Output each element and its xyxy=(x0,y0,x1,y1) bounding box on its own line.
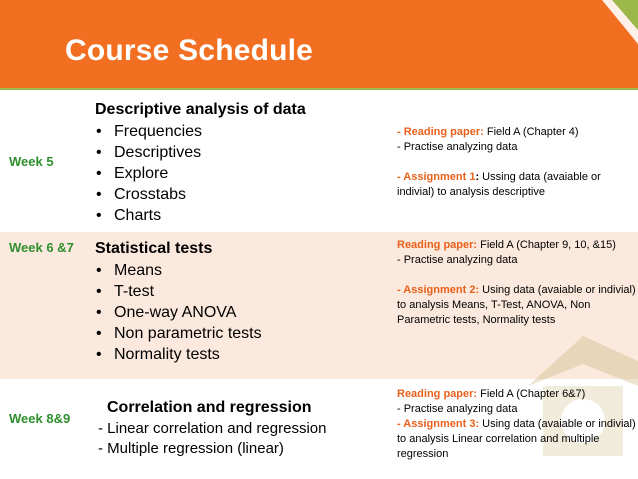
practise-note: - Practise analyzing data xyxy=(397,254,518,266)
week-label: Week 8&9 xyxy=(9,411,71,426)
list-item: • Crosstabs xyxy=(96,184,202,205)
activity-notes xyxy=(397,238,637,328)
practise-note: - Practise analyzing data xyxy=(397,403,518,415)
activity-notes xyxy=(397,125,637,200)
list-item: • Charts xyxy=(96,205,202,226)
topic-title: Statistical tests xyxy=(95,240,213,257)
assignment-note: - Assignment 2: Using data (avaiable or indivial) to analysis Means, T-Test, ANOVA, Non Parametric tests, Normality tests xyxy=(397,284,636,326)
list-item: • Descriptives xyxy=(96,142,202,163)
schedule-row-week-5 xyxy=(0,90,638,230)
reading-note: - Reading paper: Field A (Chapter 4) xyxy=(397,126,579,138)
reading-note: Reading paper: Field A (Chapter 9, 10, &15) xyxy=(397,239,616,251)
list-item: • Normality tests xyxy=(96,344,262,365)
list-item: • Explore xyxy=(96,163,202,184)
week-label: Week 6 &7 xyxy=(9,240,74,255)
list-item: • T-test xyxy=(96,281,262,302)
list-item: • Non parametric tests xyxy=(96,323,262,344)
list-item: • Frequencies xyxy=(96,121,202,142)
reading-note: Reading paper: Field A (Chapter 6&7) xyxy=(397,388,586,400)
schedule-row-week-8-9 xyxy=(0,381,638,479)
list-item: • One-way ANOVA xyxy=(96,302,262,323)
topic-title: Descriptive analysis of data xyxy=(95,101,306,118)
page-title: Course Schedule xyxy=(65,34,314,67)
assignment-note: - Assignment 1: Ussing data (avaiable or indivial) to analysis descriptive xyxy=(397,171,601,198)
list-item: • Means xyxy=(96,260,262,281)
topic-list xyxy=(96,121,202,226)
topic-title: Correlation and regression xyxy=(107,399,312,416)
week-label: Week 5 xyxy=(9,154,54,169)
list-item: - Linear correlation and regression xyxy=(98,420,327,437)
topic-list xyxy=(96,260,262,365)
activity-notes xyxy=(397,387,637,462)
header-banner xyxy=(0,0,638,88)
topic-list xyxy=(98,419,326,459)
practise-note: - Practise analyzing data xyxy=(397,141,518,153)
list-item: - Multiple regression (linear) xyxy=(98,440,284,457)
corner-ribbon-icon xyxy=(602,0,638,44)
assignment-note: - Assignment 3: Using data (avaiable or indivial) to analysis Linear correlation and multiple regression xyxy=(397,418,636,460)
